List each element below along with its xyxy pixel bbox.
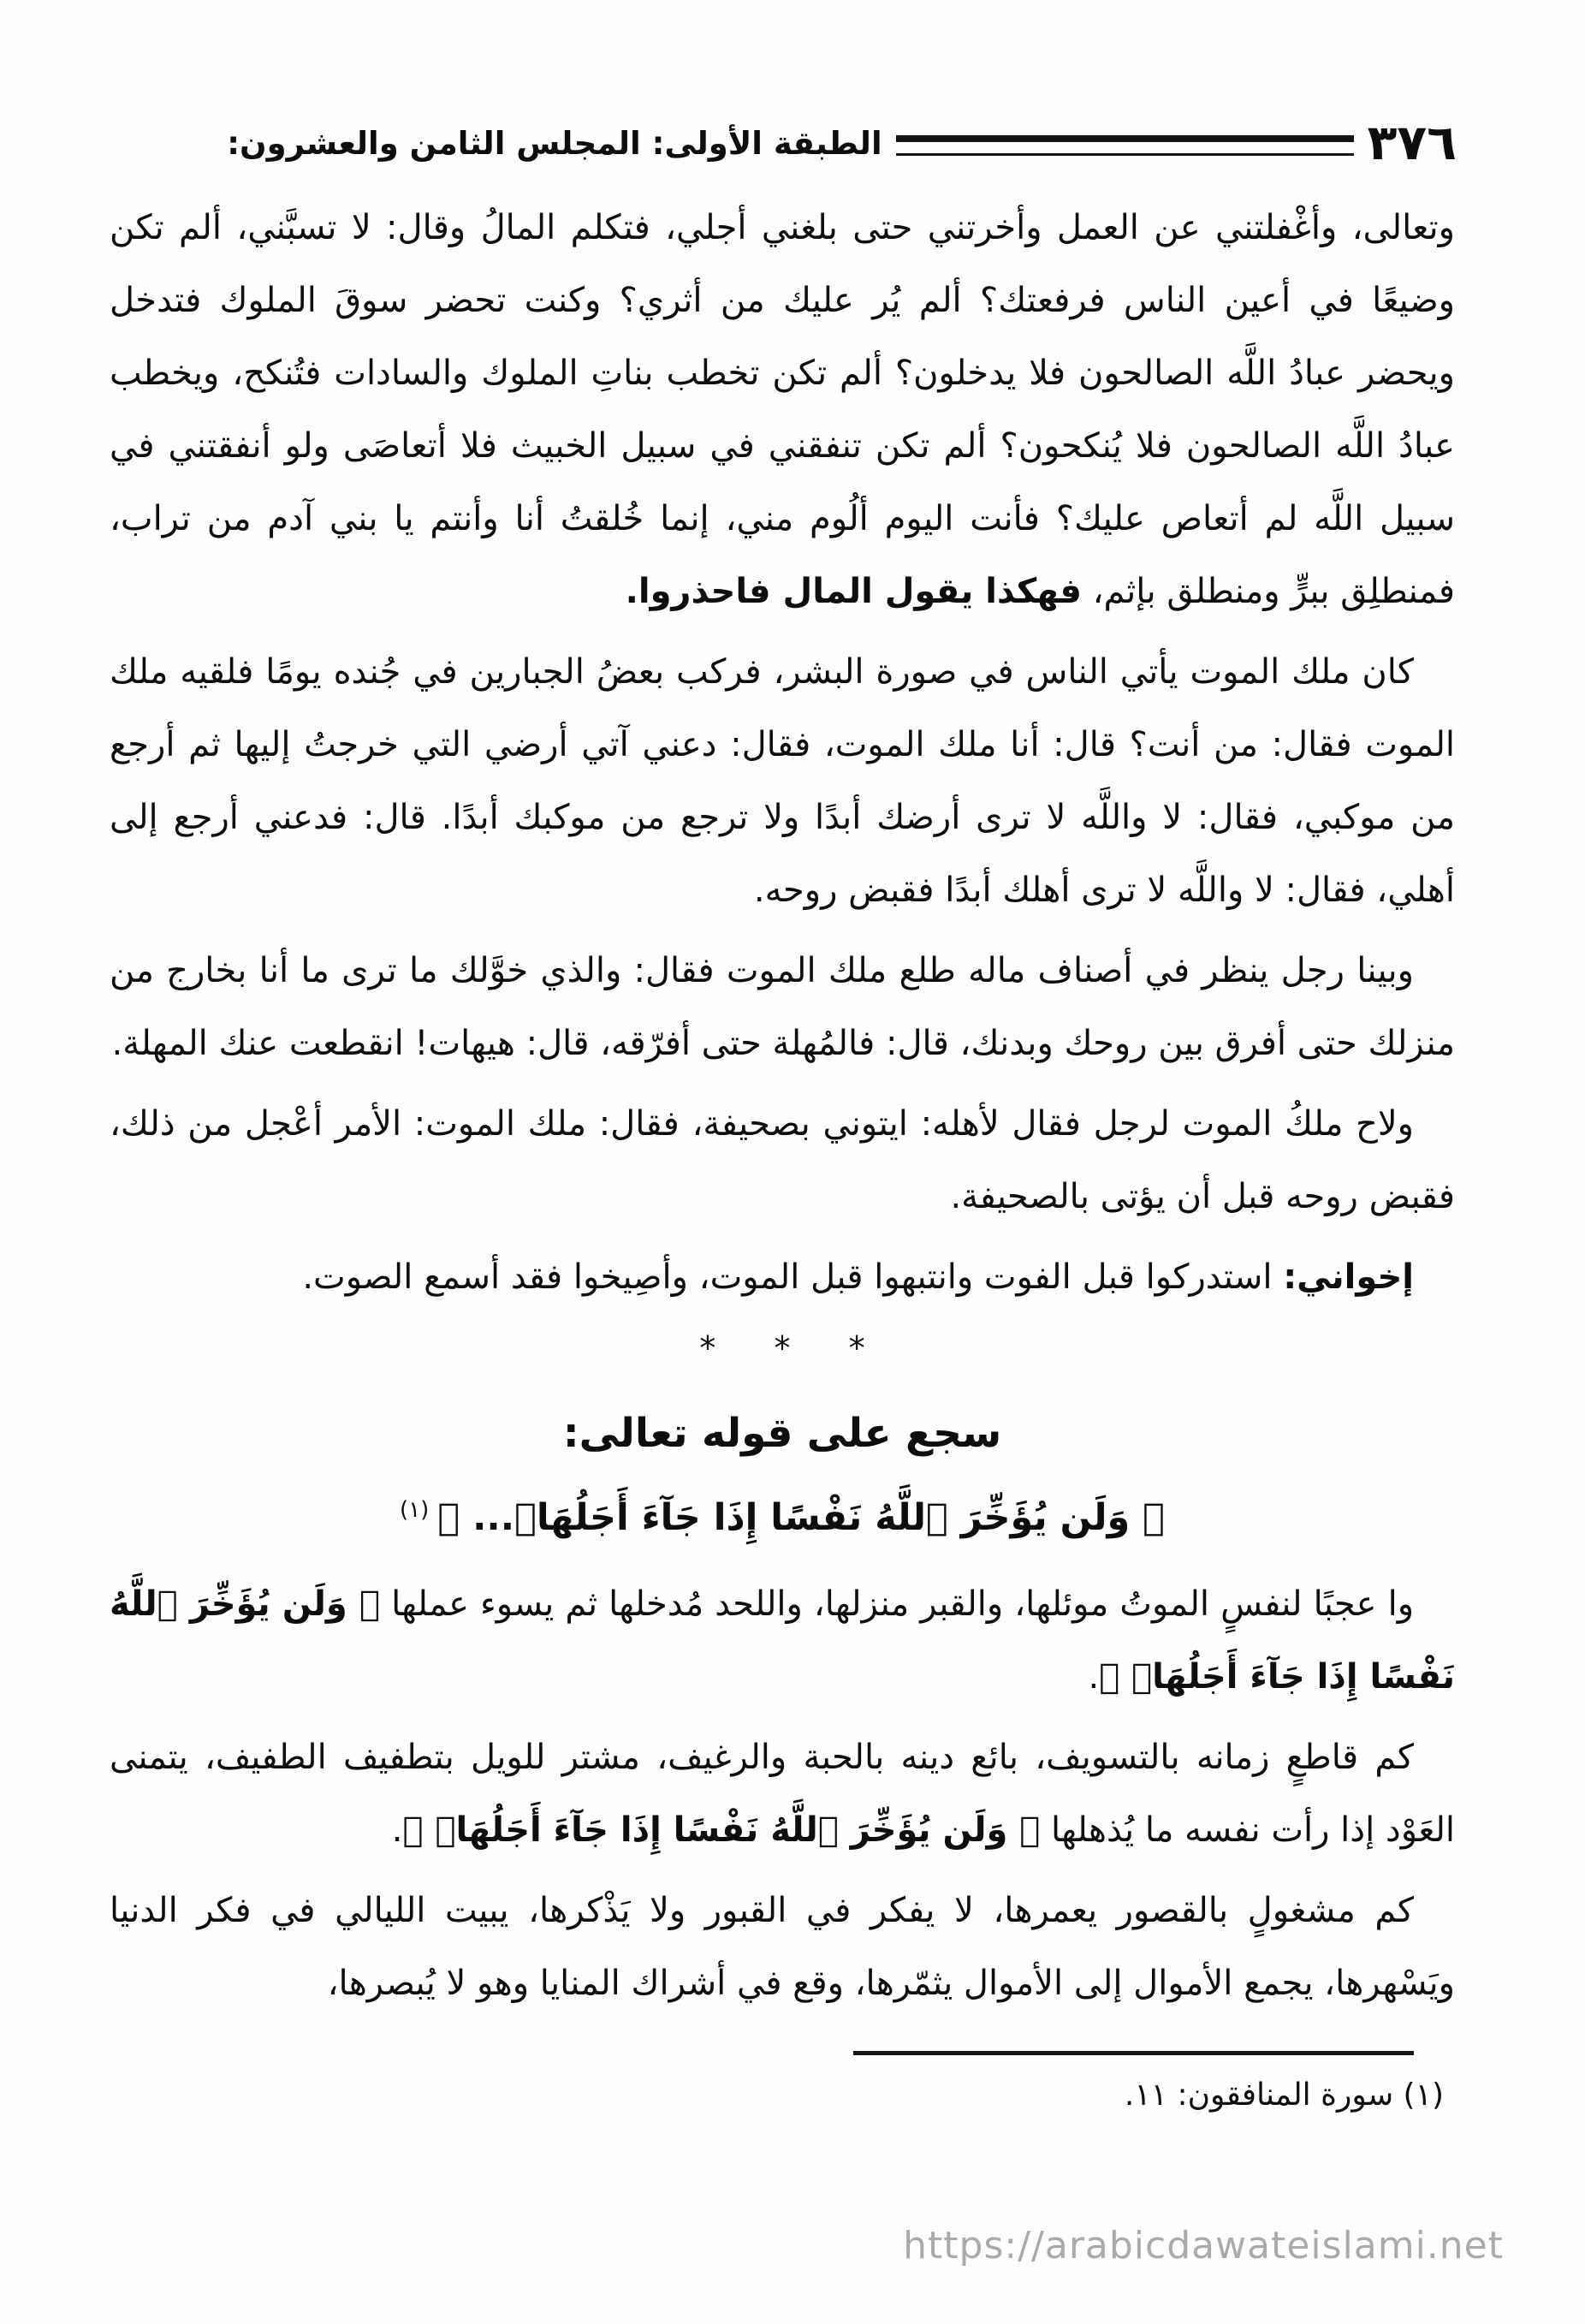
- section-heading: سجع على قوله تعالى:: [562, 1410, 1002, 1457]
- paragraph-bold-lead: إخواني:: [1283, 1257, 1414, 1297]
- site-watermark: https://arabicdawateislami.net: [903, 2224, 1504, 2268]
- paragraph-procrastinator: [110, 1721, 1455, 1867]
- paragraph-text: كم قاطعٍ زمانه بالتسويف، بائع دينه بالحبة والرغيف، مشتر للويل بتطفيف الطفيف، يتمنى العَوْد إذا رأت نفسه ما يُذهلها: [110, 1738, 1455, 1850]
- footnote-separator-rule: [853, 2051, 1414, 2055]
- inline-quran-quote: ﴿ وَلَن يُؤَخِّرَ ٱللَّهُ نَفْسًا إِذَا جَآءَ أَجَلُهَاۚ ﴾: [110, 1584, 1455, 1697]
- section-separator-stars: * * *: [699, 1329, 889, 1367]
- paragraph-money-speech: [110, 192, 1455, 628]
- paragraph-man-counting-wealth: وبينا رجل ينظر في أصناف ماله طلع ملك الموت فقال: والذي خوَّلك ما ترى ما أنا بخارج من منزلك حتى أفرق بين روحك وبدنك، قال: فالمُهلة حتى أفرّقه، قال: هيهات! انقطعت عنك المهلة.: [110, 951, 1455, 1063]
- paragraph-exhortation: [110, 1241, 1455, 1314]
- footnote-text: (١) سورة المنافقون: ١١.: [1124, 2077, 1444, 2113]
- quran-verse-line: [110, 1496, 1455, 1539]
- page-number: ٣٧٦: [1367, 115, 1457, 171]
- footnote-marker: (١): [400, 1496, 430, 1523]
- inline-quran-quote: ﴿ وَلَن يُؤَخِّرَ ٱللَّهُ نَفْسًا إِذَا جَآءَ أَجَلُهَاۚ ﴾: [402, 1810, 1041, 1850]
- paragraph-angel-of-death-rider: كان ملك الموت يأتي الناس في صورة البشر، فركب بعضُ الجبارين في جُنده يومًا فلقيه ملك الموت فقال: من أنت؟ قال: أنا ملك الموت، فقال: دعني آتي أرضي التي خرجتُ إليها ثم أرجع من موكبي، فقال: لا واللَّه لا ترى أرضك أبدًا ولا ترجع من موكبك أبدًا. قال: فدعني أرجع إلى أهلي، فقال: لا واللَّه لا ترى أهلك أبدًا فقبض روحه.: [110, 652, 1455, 910]
- paragraph-busy-with-palaces: كم مشغولٍ بالقصور يعمرها، لا يفكر في القبور ولا يَذْكرها، يبيت الليالي في فكر الدنيا ويَسْهرها، يجمع الأموال إلى الأموال يثمّرها، وقع في أشراك المنايا وهو لا يُبصرها،: [110, 1891, 1455, 2003]
- paragraph-tail: .: [391, 1810, 403, 1850]
- paragraph-man-asking-for-page: ولاح ملكُ الموت لرجل فقال لأهله: ايتوني بصحيفة، فقال: ملك الموت: الأمر أعْجل من ذلك، فقبض روحه قبل أن يؤتى بالصحيفة.: [110, 1104, 1455, 1216]
- paragraph-wonder-at-soul: [110, 1568, 1455, 1714]
- page-body: [110, 192, 1455, 2020]
- quran-verse-text: ﴿ وَلَن يُؤَخِّرَ ٱللَّهُ نَفْسًا إِذَا جَآءَ أَجَلُهَاۚ... ﴾: [437, 1496, 1165, 1539]
- paragraph-tail: .: [1088, 1657, 1100, 1697]
- page-header: [111, 115, 1457, 171]
- paragraph-bold-ending: فهكذا يقول المال فاحذروا.: [625, 572, 1082, 611]
- paragraph-text: استدركوا قبل الفوت وانتبهوا قبل الموت، وأصِيخوا فقد أسمع الصوت.: [302, 1257, 1284, 1297]
- paragraph-text: وتعالى، وأغْفلتني عن العمل وأخرتني حتى بلغني أجلي، فتكلم المالُ وقال: لا تسبَّني، ألم تكن وضيعًا في أعين الناس فرفعتك؟ ألم يُر عليك من أثري؟ وكنت تحضر سوقَ الملوك فتدخل ويحضر عبادُ اللَّه الصالحون فلا يدخلون؟ ألم تكن تخطب بناتِ الملوك والسادات فتُنكح، ويخطب عبادُ اللَّه الصالحون فلا يُنكحون؟ ألم تكن تنفقني في سبيل الخبيث فلا أتعاصَى ولو أنفقتني في سبيل اللَّه لم أتعاص عليك؟ فأنت اليوم ألُوم مني، إنما خُلقتُ أنا وأنتم يا بني آدم من تراب، فمنطلِق ببرٍّ ومنطلق بإثم،: [110, 208, 1455, 611]
- header-double-rule: [896, 135, 1354, 156]
- paragraph-text: وا عجبًا لنفسٍ الموتُ موئلها، والقبر منزلها، واللحد مُدخلها ثم يسوء عملها: [380, 1584, 1415, 1624]
- header-title: الطبقة الأولى: المجلس الثامن والعشرون:: [227, 124, 882, 162]
